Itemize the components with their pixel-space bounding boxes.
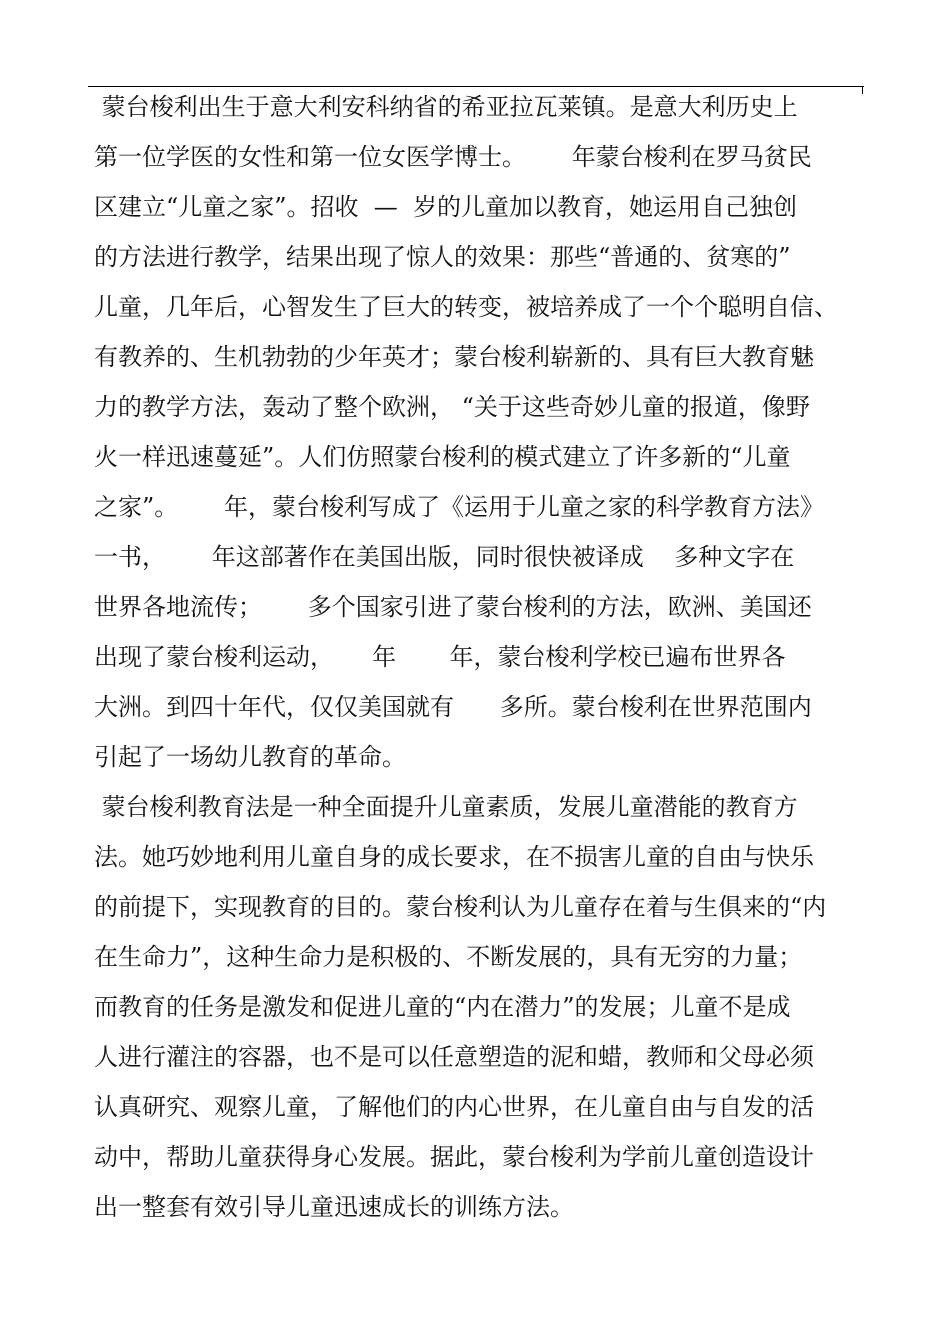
paragraph-method [94, 782, 864, 1232]
text-line: 蒙台梭利出生于意大利安科纳省的希亚拉瓦莱镇。是意大利历史上 [94, 93, 798, 121]
document-body [94, 82, 864, 1232]
text-line: 而教育的任务是激发和促进儿童的“内在潜力”的发展；儿童不是成 [94, 993, 791, 1021]
text-line: 力的教学方法，轰动了整个欧洲， “关于这些奇妙儿童的报道，像野 [94, 393, 810, 421]
text-line: 动中，帮助儿童获得身心发展。据此，蒙台梭利为学前儿童创造设计 [94, 1143, 814, 1171]
text-line: 区建立“儿童之家”。招收 — 岁的儿童加以教育，她运用自己独创 [94, 193, 798, 221]
text-line: 法。她巧妙地利用儿童自身的成长要求，在不损害儿童的自由与快乐 [94, 843, 814, 871]
text-line: 出现了蒙台梭利运动， 年 年，蒙台梭利学校已遍布世界各 [94, 643, 786, 671]
text-line: 有教养的、生机勃勃的少年英才；蒙台梭利崭新的、具有巨大教育魅 [94, 343, 814, 371]
text-line: 火一样迅速蔓延”。人们仿照蒙台梭利的模式建立了许多新的“儿童 [94, 443, 791, 471]
text-line: 儿童，几年后，心智发生了巨大的转变，被培养成了一个个聪明自信、 [94, 293, 838, 321]
text-line: 第一位学医的女性和第一位女医学博士。 年蒙台梭利在罗马贫民 [94, 143, 812, 171]
text-line: 的前提下，实现教育的目的。蒙台梭利认为儿童存在着与生俱来的“内 [94, 893, 827, 921]
text-line: 人进行灌注的容器，也不是可以任意塑造的泥和蜡，教师和父母必须 [94, 1043, 814, 1071]
text-line: 一书， 年这部著作在美国出版，同时很快被译成 多种文字在 [94, 543, 795, 571]
text-line: 在生命力”，这种生命力是积极的、不断发展的，具有无穷的力量； [94, 943, 803, 971]
text-line: 世界各地流传； 多个国家引进了蒙台梭利的方法，欧洲、美国还 [94, 593, 812, 621]
text-line: 大洲。到四十年代，仅仅美国就有 多所。蒙台梭利在世界范围内 [94, 693, 812, 721]
paragraph-biography [94, 82, 864, 782]
text-line: 引起了一场幼儿教育的革命。 [94, 743, 406, 771]
text-line: 蒙台梭利教育法是一种全面提升儿童素质，发展儿童潜能的教育方 [94, 793, 798, 821]
text-line: 的方法进行教学，结果出现了惊人的效果：那些“普通的、贫寒的” [94, 243, 791, 271]
text-line: 出一整套有效引导儿童迅速成长的训练方法。 [94, 1193, 574, 1221]
text-line: 认真研究、观察儿童，了解他们的内心世界，在儿童自由与自发的活 [94, 1093, 814, 1121]
text-line: 之家”。 年，蒙台梭利写成了《运用于儿童之家的科学教育方法》 [94, 493, 825, 521]
